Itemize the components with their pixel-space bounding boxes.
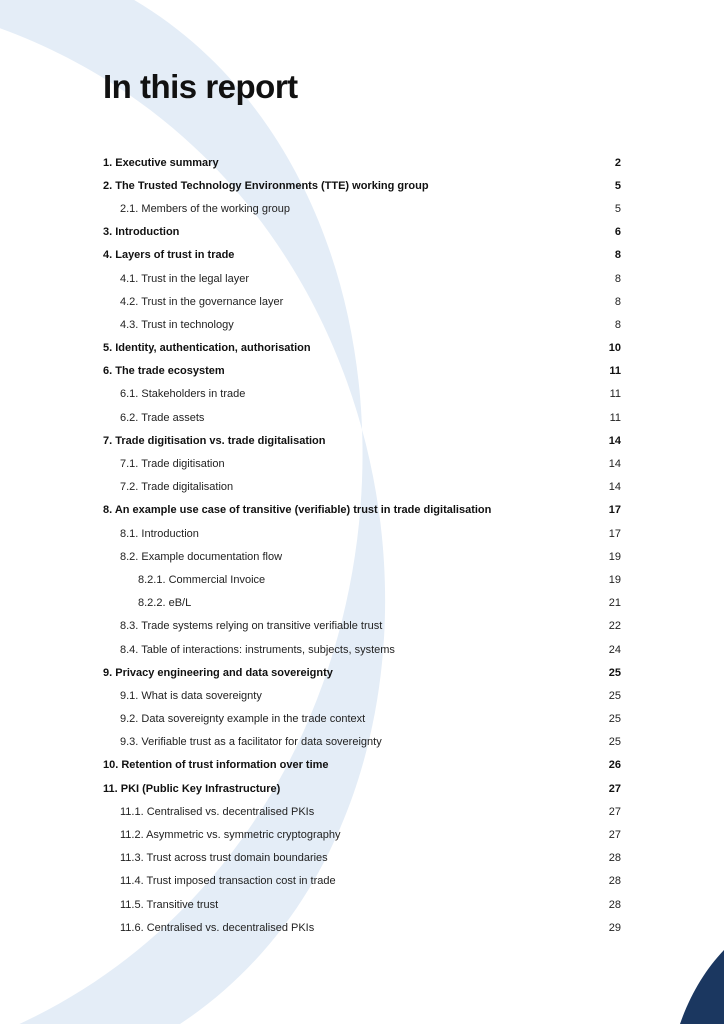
toc-entry-label: 7.1. Trade digitisation — [120, 458, 225, 471]
toc-entry[interactable] — [103, 476, 621, 499]
toc-entry-page: 19 — [608, 573, 621, 586]
toc-entry[interactable] — [103, 800, 621, 823]
toc-entry-label: 11.4. Trust imposed transaction cost in trade — [120, 875, 336, 888]
toc-entry-label: 8.1. Introduction — [120, 527, 199, 540]
toc-entry[interactable] — [103, 823, 621, 846]
toc-entry-page: 28 — [608, 898, 621, 911]
toc-entry-page: 26 — [608, 759, 621, 772]
toc-entry-label: 6.1. Stakeholders in trade — [120, 388, 246, 401]
toc-entry[interactable] — [103, 592, 621, 615]
toc-entry-page: 19 — [608, 550, 621, 563]
toc-entry-page: 14 — [608, 481, 621, 494]
toc-entry[interactable] — [103, 916, 621, 939]
toc-entry-page: 27 — [608, 805, 621, 818]
toc-entry[interactable] — [103, 522, 621, 545]
toc-entry[interactable] — [103, 754, 621, 777]
toc-entry[interactable] — [103, 847, 621, 870]
toc-entry[interactable] — [103, 313, 621, 336]
toc-entry[interactable] — [103, 661, 621, 684]
page-title: In this report — [103, 68, 298, 105]
toc-entry-label: 3. Introduction — [103, 226, 180, 239]
toc-entry-label: 4.2. Trust in the governance layer — [120, 295, 284, 308]
toc-entry-label: 4. Layers of trust in trade — [103, 249, 235, 262]
toc-entry-page: 17 — [608, 504, 621, 517]
toc-entry-label: 6. The trade ecosystem — [103, 365, 225, 378]
toc-entry[interactable] — [103, 290, 621, 313]
toc-entry-label: 8.2.2. eB/L — [138, 597, 192, 610]
toc-entry-label: 9. Privacy engineering and data sovereignty — [103, 666, 333, 679]
toc-entry-label: 8. An example use case of transitive (verifiable) trust in trade digitalisation — [103, 504, 492, 517]
toc-entry-page: 8 — [614, 272, 621, 285]
toc-entry-label: 11.5. Transitive trust — [120, 898, 219, 911]
toc-entry[interactable] — [103, 615, 621, 638]
toc-entry-page: 21 — [608, 597, 621, 610]
toc-entry-page: 14 — [608, 458, 621, 471]
toc-entry-page: 10 — [608, 342, 621, 355]
toc-entry-page: 11 — [609, 411, 621, 424]
toc-entry[interactable] — [103, 499, 621, 522]
toc-entry-page: 28 — [608, 852, 621, 865]
toc-entry[interactable] — [103, 638, 621, 661]
toc-entry-page: 27 — [608, 782, 621, 795]
toc-entry-label: 1. Executive summary — [103, 156, 219, 169]
toc-entry[interactable] — [103, 777, 621, 800]
toc-entry-page: 25 — [608, 666, 621, 679]
toc-entry-page: 25 — [608, 713, 621, 726]
toc-entry[interactable] — [103, 731, 621, 754]
toc-entry-page: 25 — [608, 689, 621, 702]
toc-entry[interactable] — [103, 452, 621, 475]
toc-entry-label: 4.3. Trust in technology — [120, 318, 234, 331]
toc-entry-page: 8 — [614, 249, 621, 262]
toc-entry-label: 8.4. Table of interactions: instruments, subjects, systems — [120, 643, 395, 656]
toc-entry[interactable] — [103, 267, 621, 290]
toc-entry-label: 9.1. What is data sovereignty — [120, 689, 262, 702]
toc-entry-label: 5. Identity, authentication, authorisation — [103, 342, 311, 355]
toc-entry-page: 5 — [614, 179, 621, 192]
toc-entry[interactable] — [103, 337, 621, 360]
toc-entry-label: 11.1. Centralised vs. decentralised PKIs — [120, 805, 315, 818]
toc-entry[interactable] — [103, 684, 621, 707]
toc-entry-label: 11. PKI (Public Key Infrastructure) — [103, 782, 281, 795]
toc-entry-label: 8.3. Trade systems relying on transitive verifiable trust — [120, 620, 383, 633]
toc-entry-label: 8.2. Example documentation flow — [120, 550, 283, 563]
toc-entry[interactable] — [103, 221, 621, 244]
toc-entry-label: 11.2. Asymmetric vs. symmetric cryptography — [120, 829, 341, 842]
toc-entry-page: 8 — [614, 295, 621, 308]
toc-entry-label: 9.3. Verifiable trust as a facilitator for data sovereignty — [120, 736, 382, 749]
toc-entry-label: 6.2. Trade assets — [120, 411, 205, 424]
toc-entry-label: 11.3. Trust across trust domain boundaries — [120, 852, 328, 865]
toc-entry-page: 11 — [609, 388, 621, 401]
toc-entry[interactable] — [103, 893, 621, 916]
table-of-contents — [103, 151, 621, 939]
toc-entry-label: 9.2. Data sovereignty example in the trade context — [120, 713, 366, 726]
toc-entry-page: 29 — [608, 921, 621, 934]
toc-entry-label: 4.1. Trust in the legal layer — [120, 272, 250, 285]
toc-entry[interactable] — [103, 568, 621, 591]
toc-entry-page: 11 — [609, 365, 621, 378]
toc-entry-label: 8.2.1. Commercial Invoice — [138, 573, 266, 586]
toc-entry-page: 8 — [614, 318, 621, 331]
toc-entry-label: 2. The Trusted Technology Environments (TTE) working group — [103, 179, 429, 192]
toc-entry-label: 7. Trade digitisation vs. trade digitalisation — [103, 434, 326, 447]
toc-entry-page: 14 — [608, 434, 621, 447]
toc-entry[interactable] — [103, 151, 621, 174]
toc-entry[interactable] — [103, 406, 621, 429]
toc-entry-page: 17 — [608, 527, 621, 540]
toc-entry[interactable] — [103, 197, 621, 220]
toc-entry-label: 10. Retention of trust information over time — [103, 759, 329, 772]
toc-entry-page: 25 — [608, 736, 621, 749]
toc-entry-page: 2 — [614, 156, 621, 169]
toc-entry[interactable] — [103, 244, 621, 267]
toc-entry[interactable] — [103, 429, 621, 452]
toc-entry-page: 28 — [608, 875, 621, 888]
toc-entry-label: 7.2. Trade digitalisation — [120, 481, 234, 494]
toc-entry-label: 2.1. Members of the working group — [120, 202, 290, 215]
toc-entry-page: 27 — [608, 829, 621, 842]
corner-accent — [680, 950, 724, 1024]
toc-entry[interactable] — [103, 383, 621, 406]
toc-entry[interactable] — [103, 708, 621, 731]
toc-entry-page: 5 — [614, 202, 621, 215]
toc-entry-page: 24 — [608, 643, 621, 656]
toc-entry[interactable] — [103, 870, 621, 893]
toc-entry-page: 22 — [608, 620, 621, 633]
toc-entry[interactable] — [103, 360, 621, 383]
toc-entry[interactable] — [103, 174, 621, 197]
toc-entry-page: 6 — [614, 226, 621, 239]
toc-entry[interactable] — [103, 545, 621, 568]
toc-entry-label: 11.6. Centralised vs. decentralised PKIs — [120, 921, 315, 934]
